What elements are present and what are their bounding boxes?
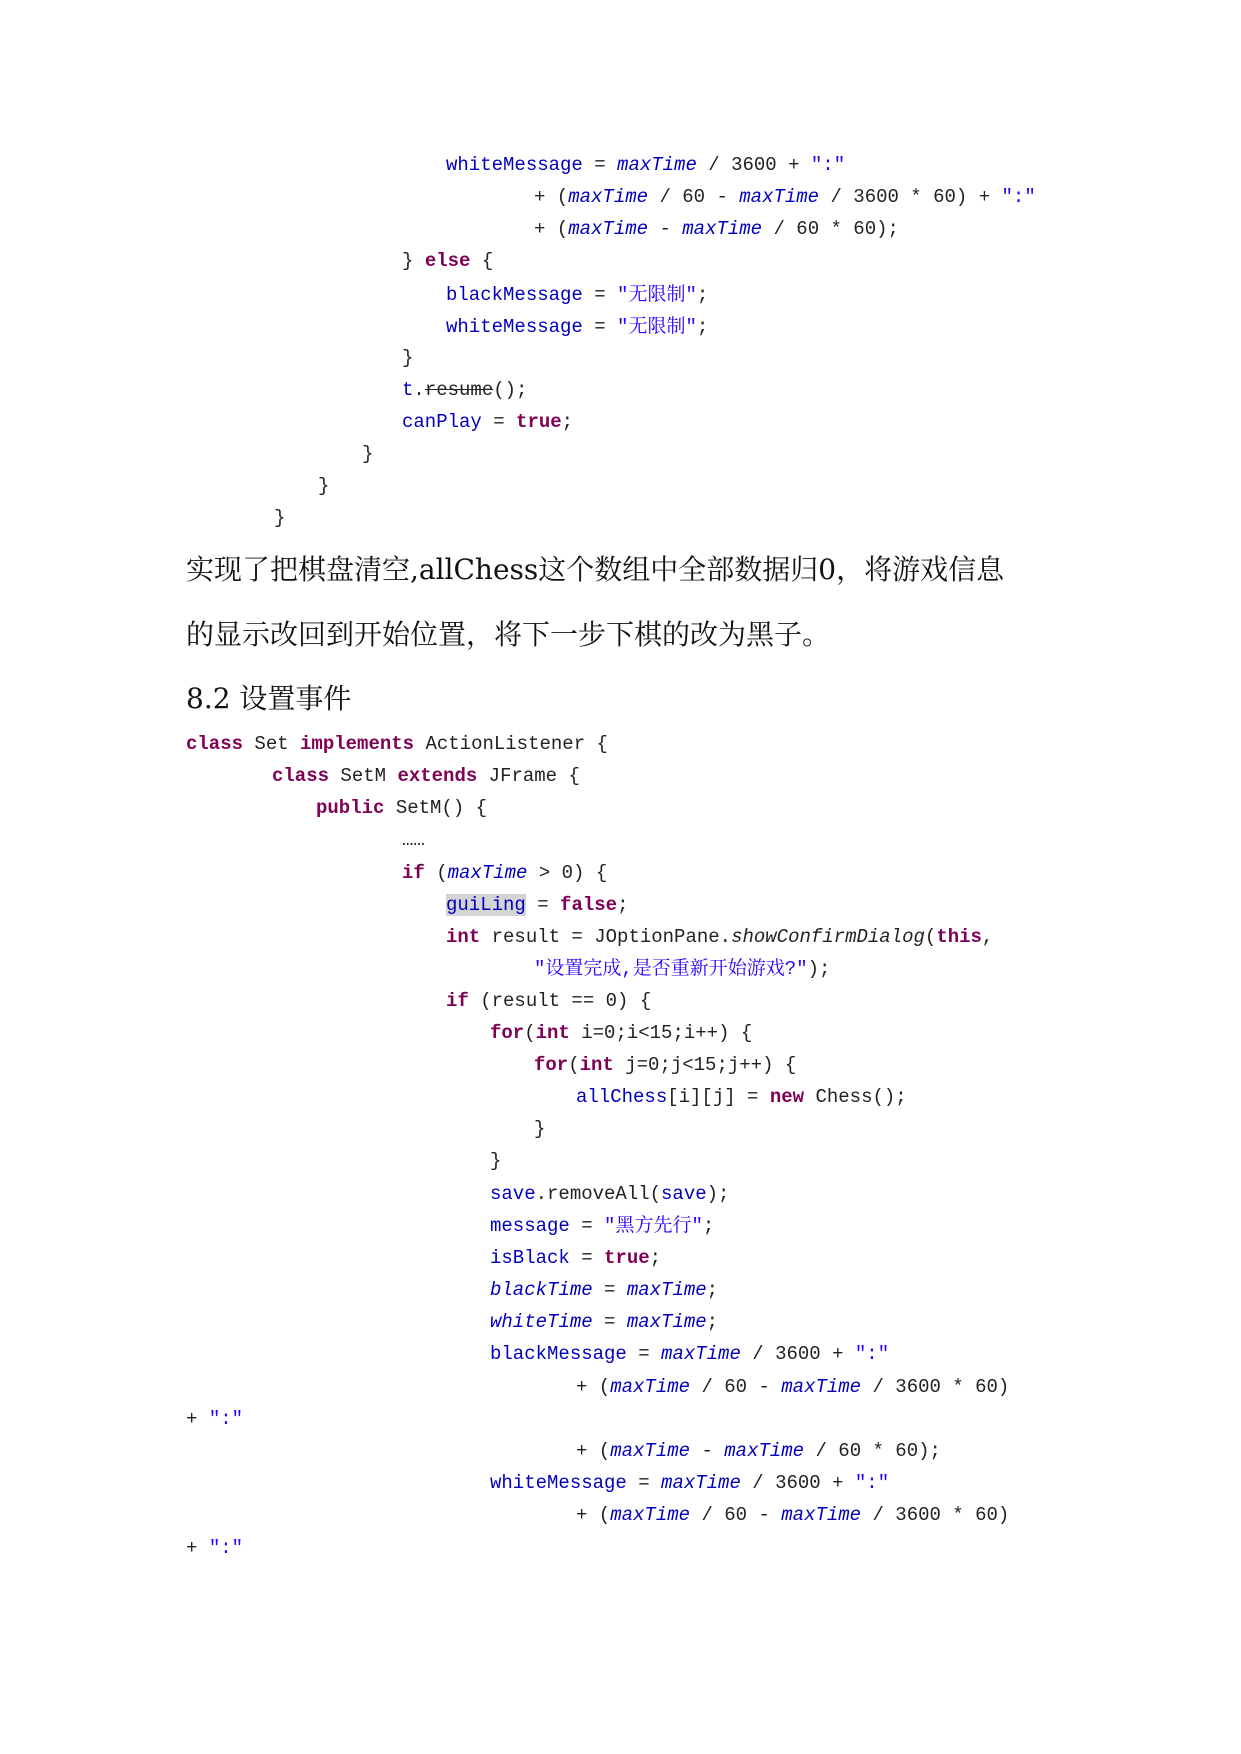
code-line [534,958,830,980]
code-token: ActionListener { [414,733,608,755]
code-line [186,733,608,755]
code-token: ; [706,1279,719,1301]
code-token: maxTime [739,186,820,208]
code-token: maxTime [617,154,697,176]
code-token: t [402,379,414,401]
code-line [402,862,607,884]
code-token: int [535,1022,570,1044]
code-token: if [402,862,425,884]
code-token: ; [706,1311,719,1333]
code-token: ( [568,1054,580,1076]
code-token: } [362,443,374,465]
code-token: whiteTime [490,1311,593,1333]
code-token: int [446,926,481,948]
code-token: class [272,765,330,787]
code-line [490,1311,718,1333]
code-token: . [413,379,425,401]
code-token: save [490,1183,536,1205]
code-token: class [186,733,244,755]
code-line [446,894,628,916]
code-token: ( [424,862,448,884]
code-line [490,1150,501,1172]
code-token: new [769,1086,805,1108]
code-token: + ( [534,186,569,208]
code-token: whiteMessage [446,316,583,338]
code-token: this [936,926,982,948]
code-token: / 60 * 60); [804,1440,941,1462]
code-token: = [626,1343,662,1365]
code-token: + ( [534,218,569,240]
code-token: , [981,926,994,948]
code-line [362,443,373,465]
code-token: ; [561,411,574,433]
code-token: .removeAll( [535,1183,662,1205]
code-token: = [569,1215,605,1237]
code-token: = [525,894,561,916]
code-token: showConfirmDialog [731,926,925,948]
code-token: false [560,894,618,916]
code-line [576,1086,907,1108]
code-token: ( [924,926,937,948]
code-token: / 60 - [690,1504,782,1526]
code-token: = [626,1472,662,1494]
code-token: extends [397,765,478,787]
code-token: ":" [208,1408,244,1430]
code-token: …… [402,829,425,851]
code-token: - [648,218,683,240]
code-token: implements [300,733,415,755]
code-token: + ( [576,1504,611,1526]
code-token: + [186,1408,209,1430]
code-token: whiteMessage [446,154,583,176]
code-line [402,829,425,851]
code-token: "设置完成,是否重新开始游戏?" [534,958,808,980]
code-line [318,475,329,497]
code-token: "无限制" [617,316,697,338]
code-token: blackMessage [446,284,583,306]
code-token: = [481,411,517,433]
code-line [402,411,573,433]
code-token: > 0) { [527,862,608,884]
code-token: (); [493,379,528,401]
code-line [316,797,487,819]
paragraph-line-2: 的显示改回到开始位置，将下一步下棋的改为黑子。 [186,618,831,651]
code-line [490,1472,889,1494]
code-token: ; [617,894,629,916]
code-line [402,250,493,272]
code-token: = [582,284,618,306]
code-line [446,926,993,948]
code-token: maxTime [568,186,649,208]
code-token: message [490,1215,570,1237]
code-line [490,1215,714,1237]
code-token: j=0;j<15;j++) { [613,1054,797,1076]
code-token: } [490,1150,502,1172]
code-line [446,154,845,176]
code-line [402,379,527,401]
code-token: + [186,1537,209,1559]
code-token: ; [702,1215,715,1237]
code-token: maxTime [626,1279,707,1301]
code-token: = [582,316,618,338]
code-token: Chess(); [804,1086,907,1108]
code-token: (result == 0) { [468,990,652,1012]
code-line [490,1183,729,1205]
code-token: allChess [576,1086,668,1108]
code-token: public [316,797,385,819]
code-token: save [661,1183,707,1205]
code-token: JFrame { [477,765,580,787]
code-token: maxTime [724,1440,805,1462]
code-token: blackMessage [490,1343,627,1365]
code-token: int [579,1054,614,1076]
code-token: maxTime [661,1472,741,1494]
code-line [446,990,651,1012]
code-token: true [516,411,562,433]
code-token: + ( [576,1376,611,1398]
code-line [534,186,1036,208]
code-token: maxTime [661,1343,741,1365]
code-token: maxTime [568,218,649,240]
code-token: / 60 - [690,1376,782,1398]
code-token: blackTime [490,1279,593,1301]
code-token: ":" [208,1537,244,1559]
code-line [490,1279,718,1301]
code-token: guiLing [446,894,526,916]
code-token: } [318,475,330,497]
code-token: maxTime [781,1376,862,1398]
code-token: SetM() { [384,797,488,819]
code-line [534,218,899,240]
code-token: maxTime [610,1440,691,1462]
section-heading: 8.2 设置事件 [186,682,352,715]
code-token: ; [649,1247,662,1269]
code-token: = [592,1279,627,1301]
code-token: - [690,1440,725,1462]
code-token: ":" [810,154,846,176]
code-token: SetM [329,765,398,787]
code-token: resume [424,379,494,401]
code-line [274,507,285,529]
code-token: ":" [1001,186,1036,208]
code-token: / 3600 + [740,1472,855,1494]
code-token: = [569,1247,605,1269]
code-token: = [582,154,618,176]
code-token: } [534,1118,546,1140]
code-token: Set [243,733,301,755]
code-token: for [490,1022,525,1044]
code-token: else [424,250,471,272]
code-token: maxTime [610,1504,691,1526]
code-token: ; [696,316,709,338]
code-token: maxTime [610,1376,691,1398]
code-token: / 3600 + [740,1343,855,1365]
code-token: true [604,1247,650,1269]
code-token: { [470,250,494,272]
code-token: / 60 * 60); [762,218,899,240]
code-line [402,347,413,369]
code-token: "无限制" [617,284,697,306]
code-line [576,1440,941,1462]
code-token: result = JOptionPane. [480,926,732,948]
code-line [576,1376,1009,1398]
code-token: / 3600 * 60) [861,1504,1010,1526]
code-token: ":" [854,1472,890,1494]
code-token: ); [706,1183,730,1205]
code-token: maxTime [781,1504,862,1526]
code-token: / 3600 * 60) [861,1376,1010,1398]
code-token: ":" [854,1343,890,1365]
code-line [534,1118,545,1140]
code-token: ); [807,958,831,980]
code-line [490,1022,752,1044]
code-line [446,284,708,306]
code-line [446,316,708,338]
code-line [490,1247,661,1269]
code-token: ; [696,284,709,306]
code-token: = [592,1311,627,1333]
code-token: maxTime [626,1311,707,1333]
code-token: for [534,1054,569,1076]
code-token: "黑方先行" [604,1215,703,1237]
code-token: if [446,990,469,1012]
code-token: i=0;i<15;i++) { [569,1022,753,1044]
code-line [186,1408,243,1430]
code-token: maxTime [682,218,763,240]
code-token: / 60 - [648,186,740,208]
code-token: [i][j] = [667,1086,770,1108]
code-token: } [402,250,425,272]
code-token: ( [524,1022,536,1044]
code-line [534,1054,796,1076]
code-line [490,1343,889,1365]
code-token: maxTime [447,862,528,884]
code-line [576,1504,1009,1526]
code-token: isBlack [490,1247,570,1269]
code-token: + ( [576,1440,611,1462]
code-token: canPlay [402,411,482,433]
code-token: } [274,507,286,529]
code-line [186,1537,243,1559]
code-token: whiteMessage [490,1472,627,1494]
code-token: } [402,347,414,369]
code-token: / 3600 * 60) + [819,186,1002,208]
code-line [272,765,580,787]
code-token: / 3600 + [696,154,811,176]
paragraph-line-1: 实现了把棋盘清空,allChess这个数组中全部数据归0，将游戏信息 [186,553,1005,586]
